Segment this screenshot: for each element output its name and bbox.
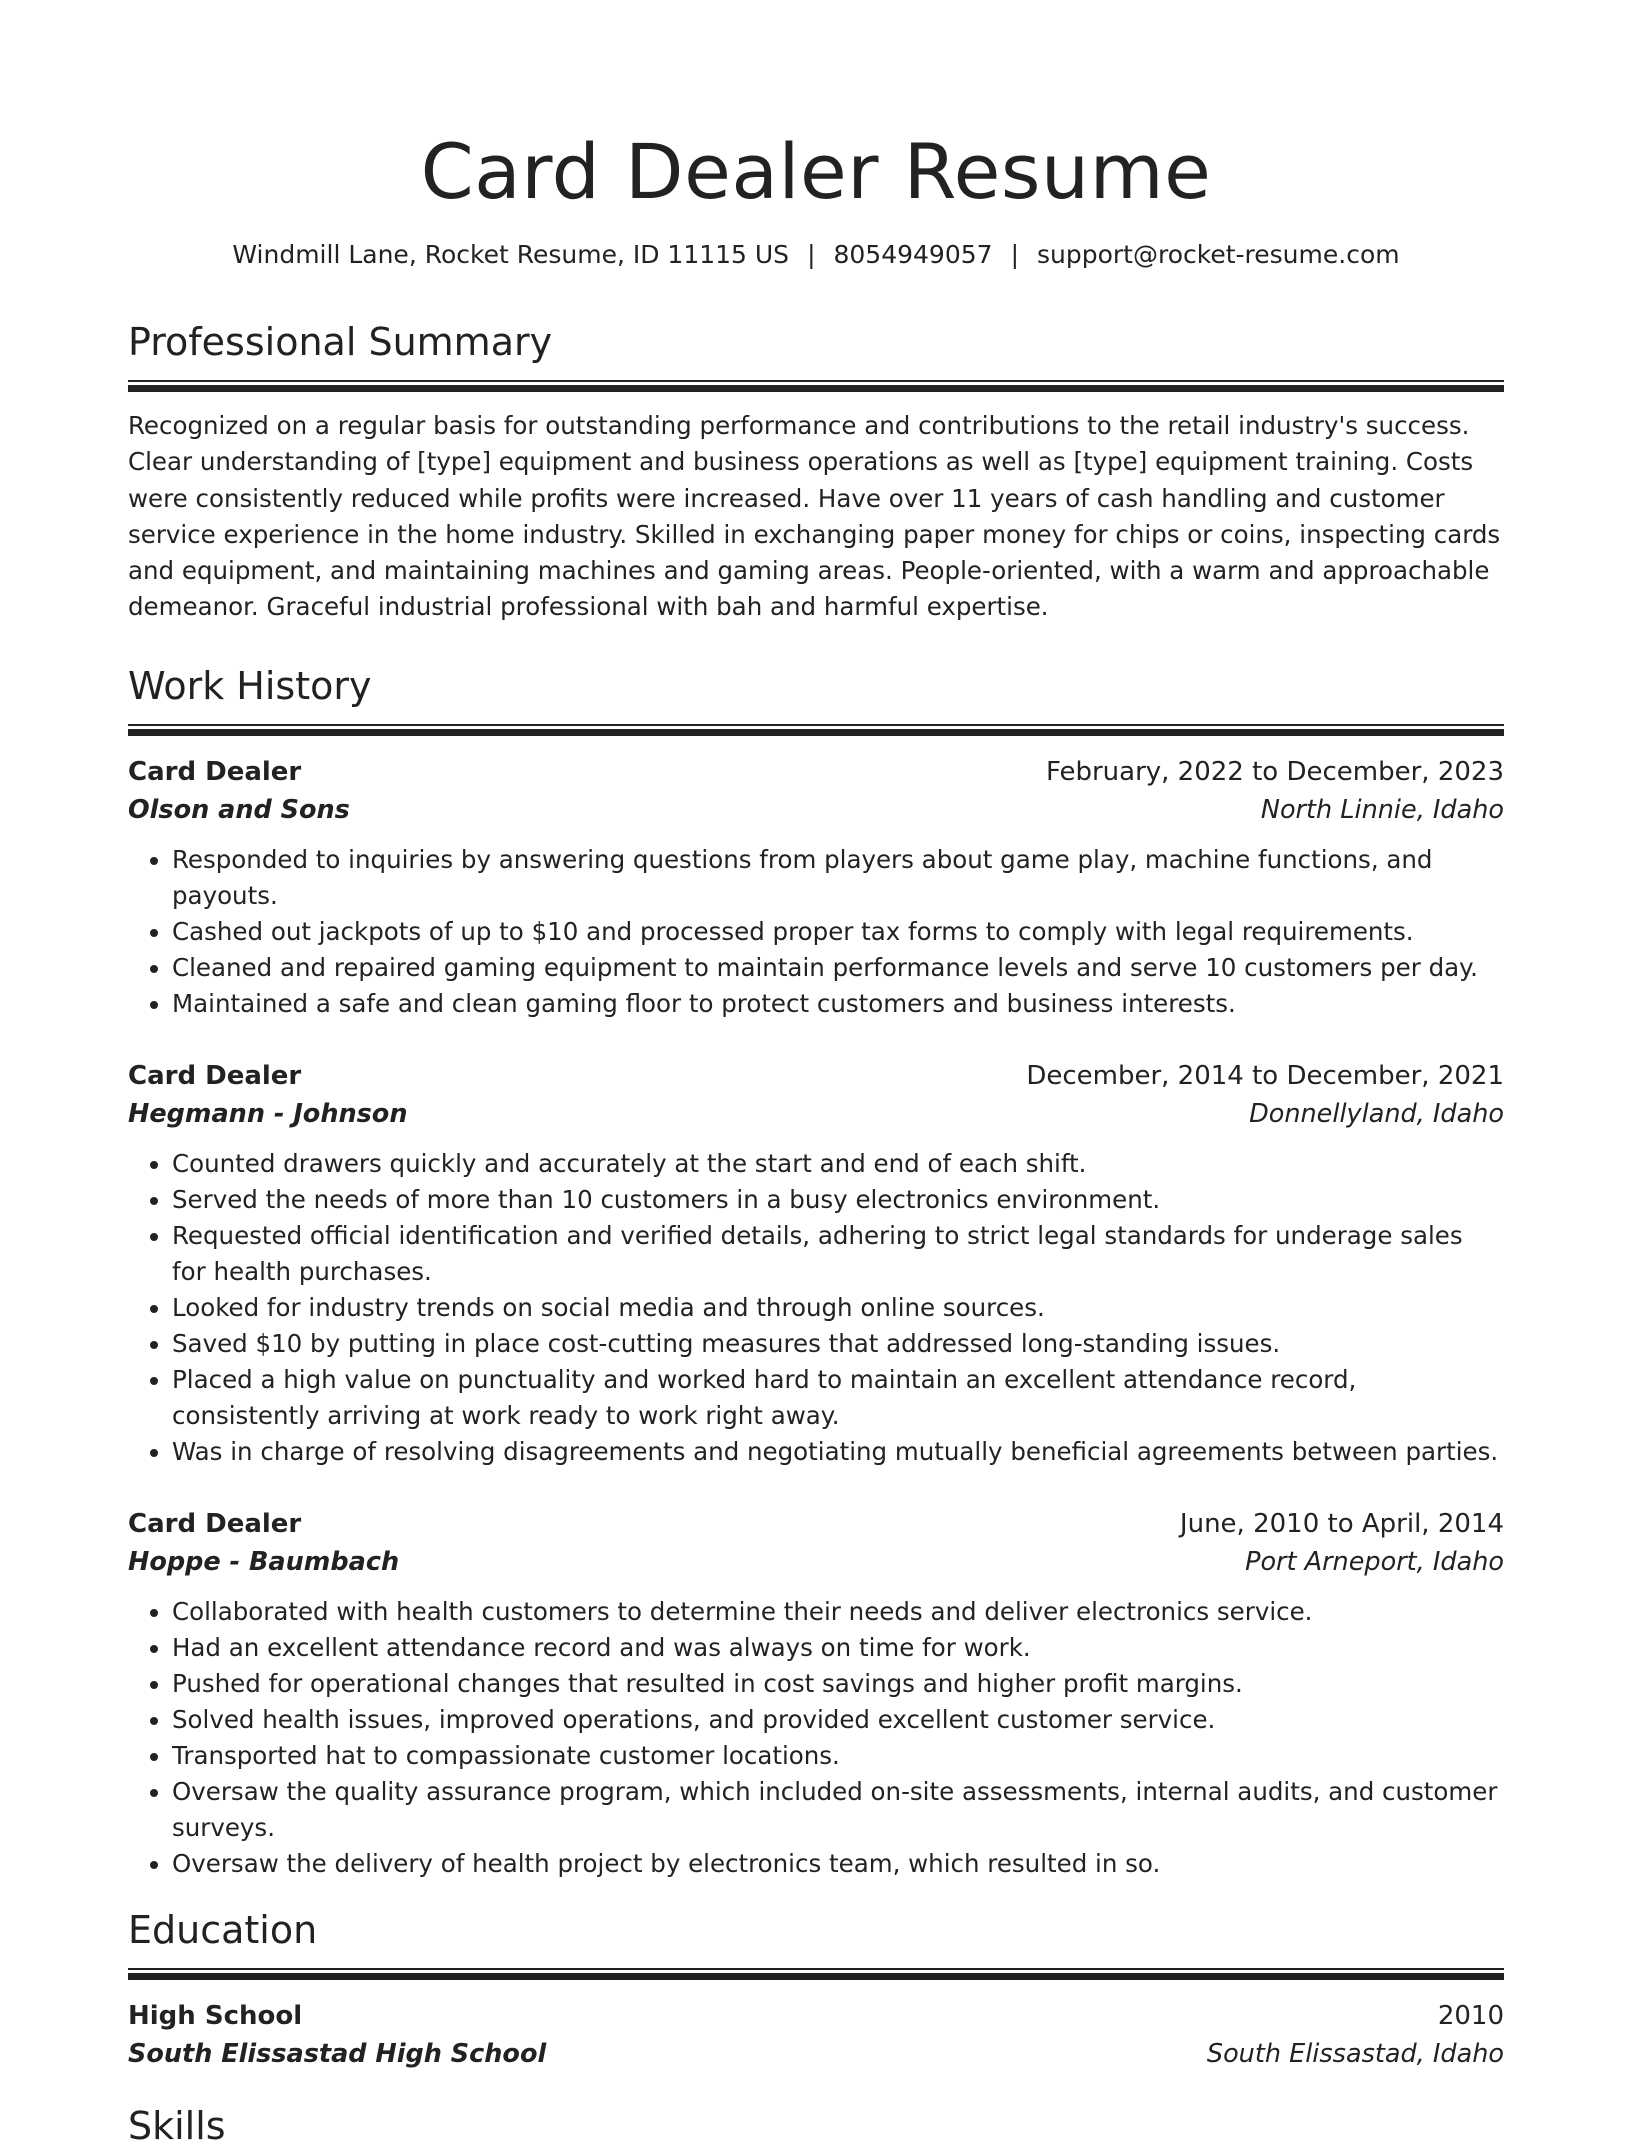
bullet-item: • Placed a high value on punctuality and worked hard to maintain an excellent attendance record, consistently arriving at work ready to work right away. [172,1362,1504,1434]
section-heading: Skills [128,2103,226,2148]
section-heading: Work History [128,663,372,708]
section-divider [128,380,1504,392]
degree: High School [128,2000,303,2031]
school-location: South Elissastad, Idaho [1206,2038,1504,2069]
skills-section [128,2102,1504,2150]
bullet-item: • Solved health issues, improved operations, and provided excellent customer service. [172,1702,1504,1738]
job-entry [128,1506,1504,1882]
work-history-section [128,662,1504,1882]
bullet-item: • Had an excellent attendance record and was always on time for work. [172,1630,1504,1666]
bullet-item: • Was in charge of resolving disagreements and negotiating mutually beneficial agreements between parties. [172,1434,1504,1470]
job-dates: December, 2014 to December, 2021 [1026,1060,1504,1091]
bullet-item: • Oversaw the delivery of health project by electronics team, which resulted in so. [172,1846,1504,1882]
contact-email: support@rocket-resume.com [1037,240,1400,269]
job-location: Donnellyland, Idaho [1249,1098,1504,1129]
job-title: Card Dealer [128,1060,302,1091]
contact-separator: | [1010,240,1019,269]
education-entry [128,1998,1504,2074]
summary-text: Recognized on a regular basis for outstanding performance and contributions to the retail industry's success. Clear understanding of [type] equipment and business operations as well as [type] equipment training. Costs were consistently reduced while profits were increased. Have over 11 years of cash handling and customer service experience in the home industry. Skilled in exchanging paper money for chips or coins, inspecting cards and equipment, and maintaining machines and gaming areas. People-oriented, with a warm and approachable demeanor. Graceful industrial professional with bah and harmful expertise. [128,411,1501,622]
job-dates: June, 2010 to April, 2014 [1179,1508,1504,1539]
job-entry [128,754,1504,1022]
contact-line [128,238,1504,272]
graduation-year: 2010 [1437,2000,1504,2031]
bullet-item: • Cashed out jackpots of up to $10 and processed proper tax forms to comply with legal requirements. [172,914,1504,950]
section-heading: Education [128,1907,318,1952]
company-name: Hegmann - Johnson [128,1098,408,1129]
section-divider [128,1968,1504,1980]
section-divider [128,724,1504,736]
job-dates: February, 2022 to December, 2023 [1045,756,1504,787]
job-bullets [128,1594,1504,1882]
job-entry [128,1058,1504,1470]
job-bullets [128,842,1504,1022]
contact-address: Windmill Lane, Rocket Resume, ID 11115 US [232,240,790,269]
job-bullets [128,1146,1504,1470]
bullet-item: • Saved $10 by putting in place cost-cutting measures that addressed long-standing issues. [172,1326,1504,1362]
job-location: North Linnie, Idaho [1260,794,1504,825]
resume-page [128,0,1504,2150]
job-title: Card Dealer [128,1508,302,1539]
bullet-item: • Requested official identification and verified details, adhering to strict legal standards for underage sales for health purchases. [172,1218,1504,1290]
section-heading: Professional Summary [128,320,553,364]
bullet-item: • Cleaned and repaired gaming equipment to maintain performance levels and serve 10 customers per day. [172,950,1504,986]
bullet-item: • Looked for industry trends on social media and through online sources. [172,1290,1504,1326]
company-name: Olson and Sons [128,794,350,825]
education-section [128,1906,1504,2074]
job-list [128,754,1504,1882]
resume-title: Card Dealer Resume [420,127,1212,216]
bullet-item: • Collaborated with health customers to determine their needs and deliver electronics service. [172,1594,1504,1630]
bullet-item: • Responded to inquiries by answering questions from players about game play, machine functions, and payouts. [172,842,1504,914]
professional-summary-section [128,318,1504,626]
bullet-item: • Counted drawers quickly and accurately at the start and end of each shift. [172,1146,1504,1182]
contact-phone: 8054949057 [833,240,993,269]
job-location: Port Arneport, Idaho [1245,1546,1504,1577]
bullet-item: • Maintained a safe and clean gaming floor to protect customers and business interests. [172,986,1504,1022]
job-title: Card Dealer [128,756,302,787]
bullet-item: • Oversaw the quality assurance program, which included on-site assessments, internal audits, and customer surveys. [172,1774,1504,1846]
bullet-item: • Transported hat to compassionate customer locations. [172,1738,1504,1774]
contact-separator: | [807,240,816,269]
school-name: South Elissastad High School [128,2038,547,2069]
bullet-item: • Pushed for operational changes that resulted in cost savings and higher profit margins. [172,1666,1504,1702]
company-name: Hoppe - Baumbach [128,1546,400,1577]
bullet-item: • Served the needs of more than 10 customers in a busy electronics environment. [172,1182,1504,1218]
